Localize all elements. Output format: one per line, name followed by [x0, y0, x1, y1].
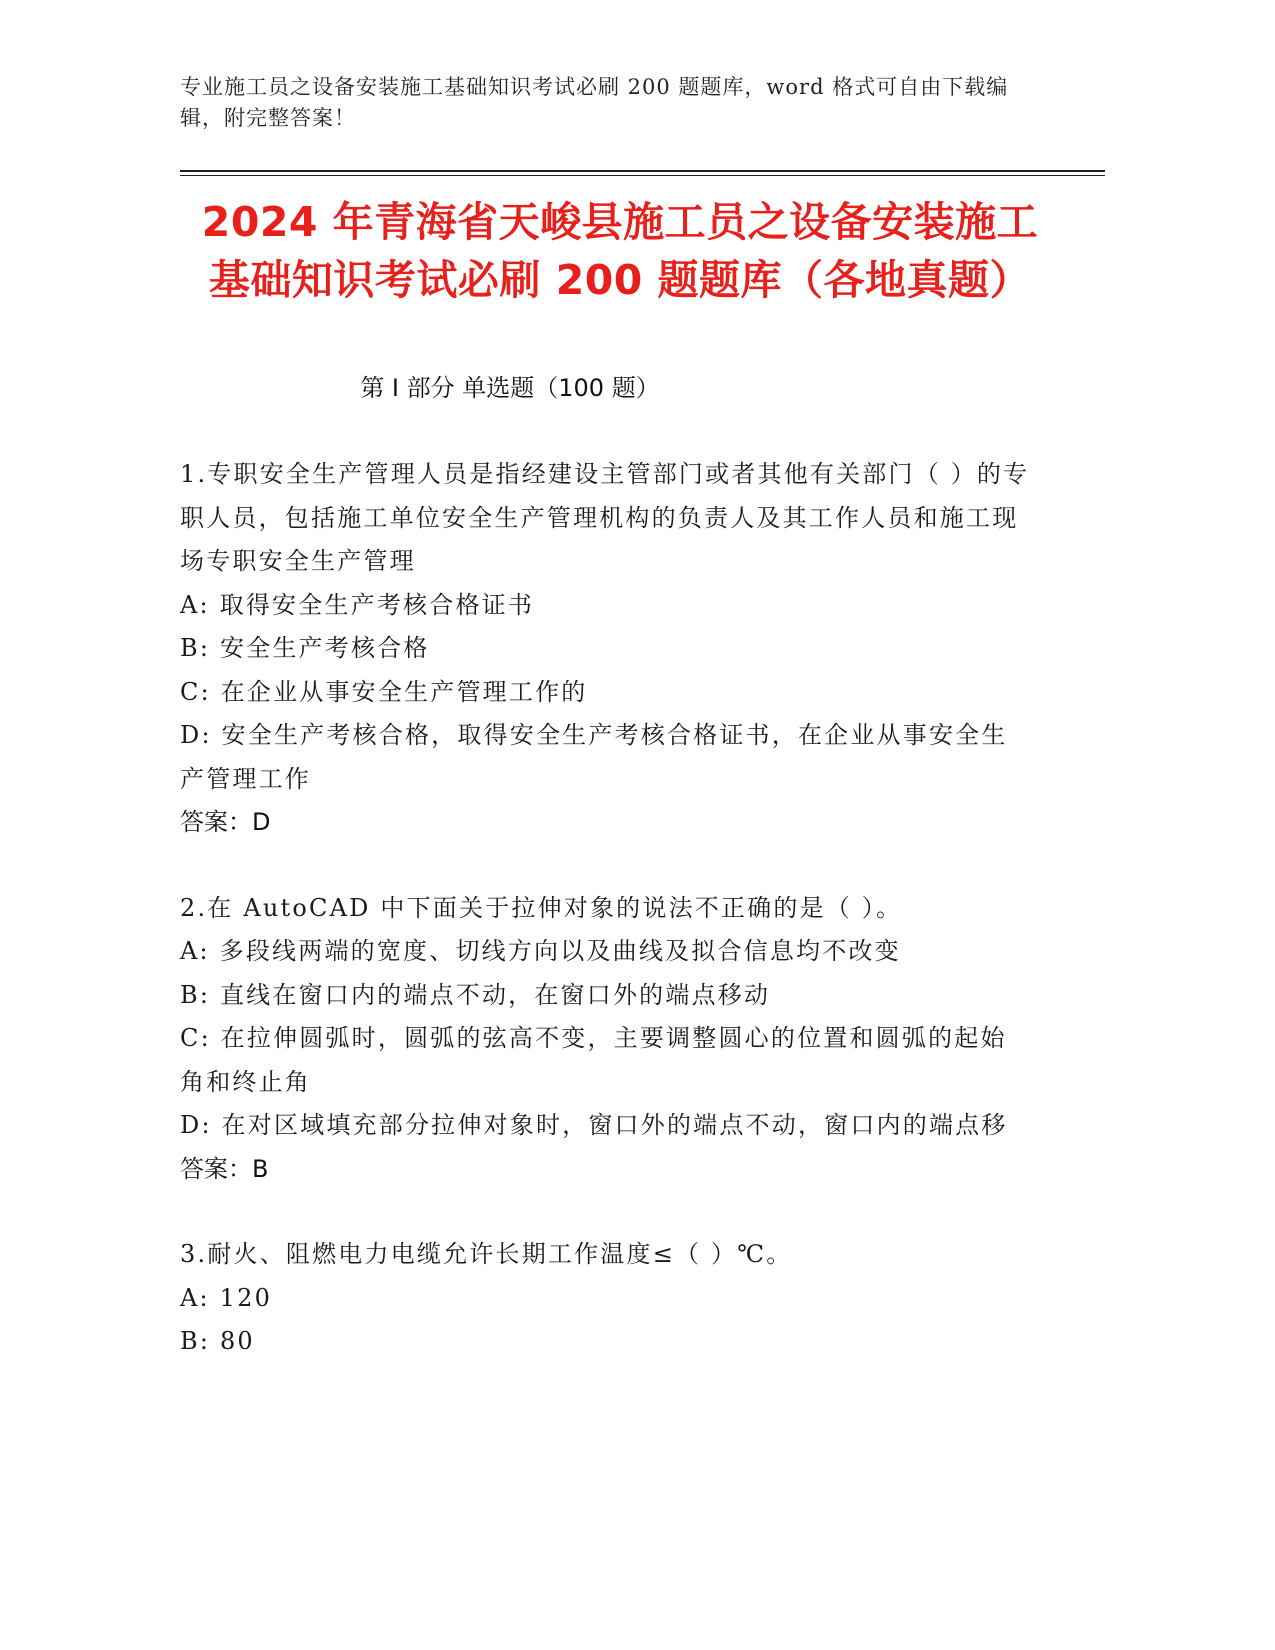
question-stem: 2.在 AutoCAD 中下面关于拉伸对象的说法不正确的是（ ）。: [180, 893, 903, 922]
answer: 答案：D: [180, 808, 271, 836]
document-title-line-2: 基础知识考试必刷 200 题题库（各地真题）: [208, 256, 1032, 304]
option-d: D: 在对区域填充部分拉伸对象时，窗口外的端点不动，窗口内的端点移: [180, 1111, 1008, 1139]
option-b: B: 直线在窗口内的端点不动，在窗口外的端点移动: [180, 980, 771, 1009]
section-heading: 第 I 部分 单选题（100 题）: [360, 374, 660, 402]
option-a: A: 120: [180, 1283, 273, 1312]
answer: 答案：B: [180, 1154, 269, 1183]
question-list: [180, 453, 1030, 1406]
document-title-line-1: 2024 年青海省天峻县施工员之设备安装施工: [201, 198, 1039, 246]
header-divider-thin: [180, 175, 1105, 176]
question-2: [180, 887, 1030, 1192]
header-divider-thick: [180, 170, 1105, 172]
question-stem: 1.专职安全生产管理人员是指经建设主管部门或者其他有关部门（ ）的专职人员，包括施工单位安全生产管理机构的负责人及其工作人员和施工现场专职安全生产管理: [180, 460, 1030, 575]
option-c: C: 在企业从事安全生产管理工作的: [180, 677, 588, 706]
option-b: B: 安全生产考核合格: [180, 634, 430, 662]
option-c: C: 在拉伸圆弧时，圆弧的弦高不变，主要调整圆心的位置和圆弧的起始角和终止角: [180, 1024, 1007, 1096]
option-a: A: 取得安全生产考核合格证书: [180, 590, 535, 619]
option-a: A: 多段线两端的宽度、切线方向以及曲线及拟合信息均不改变: [180, 937, 901, 965]
question-3: [180, 1233, 1030, 1364]
option-b: B: 80: [180, 1327, 255, 1355]
header-note: 专业施工员之设备安装施工基础知识考试必刷 200 题题库，word 格式可自由下载编辑，附完整答案！: [180, 75, 1009, 130]
option-d: D: 安全生产考核合格，取得安全生产考核合格证书，在企业从事安全生产管理工作: [180, 721, 1008, 793]
document-title: [180, 193, 1060, 309]
question-1: [180, 453, 1030, 845]
question-stem: 3.耐火、阻燃电力电缆允许长期工作温度≤（ ）℃。: [180, 1240, 793, 1268]
